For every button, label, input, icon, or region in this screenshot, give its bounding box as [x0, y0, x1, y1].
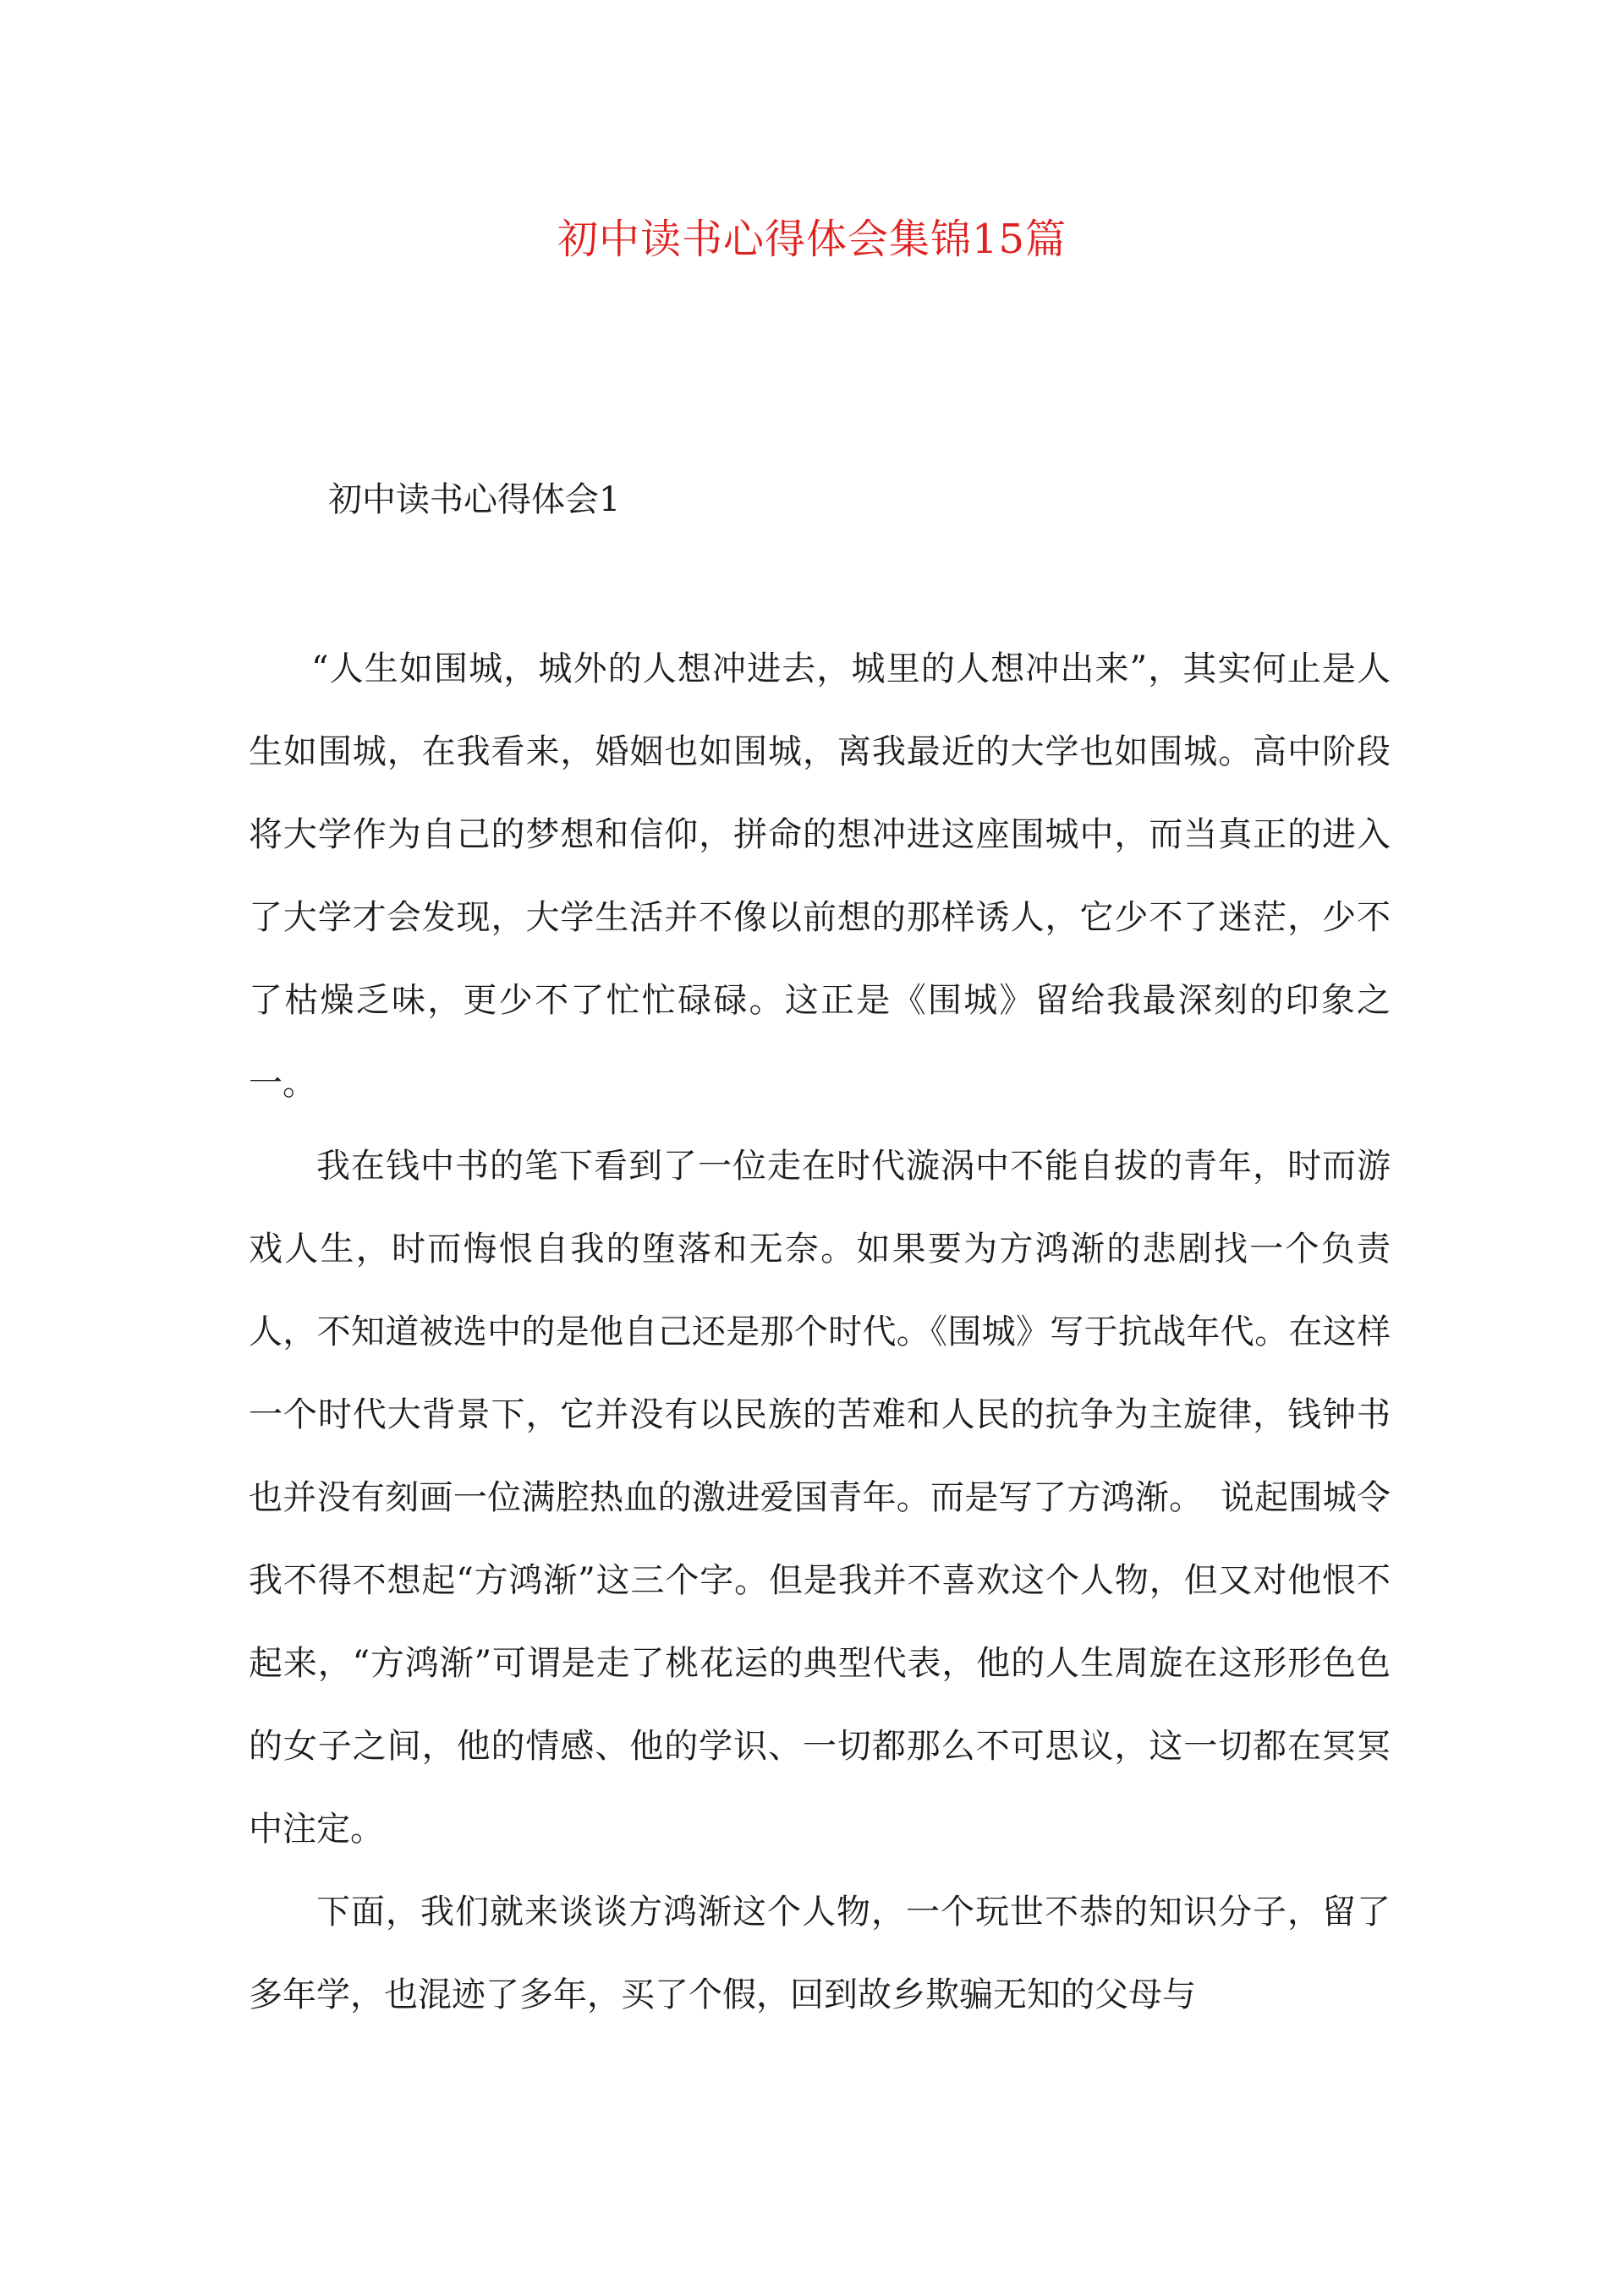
document-title: 初中读书心得体会集锦15篇 [557, 216, 1067, 263]
body-text [249, 627, 1391, 2036]
paragraph-1: “人生如围城，城外的人想冲进去，城里的人想冲出来”，其实何止是人生如围城，在我看来，婚姻也如围城，离我最近的大学也如围城。高中阶段将大学作为自己的梦想和信仰，拼命的想冲进这座围城中，而当真正的进入了大学才会发现，大学生活并不像以前想的那样诱人，它少不了迷茫，少不了枯燥乏味，更少不了忙忙碌碌。这正是《围城》留给我最深刻的印象之一。 [249, 649, 1391, 1103]
paragraph-3: 下面，我们就来谈谈方鸿渐这个人物，一个玩世不恭的知识分子，留了多年学，也混迹了多年，买了个假，回到故乡欺骗无知的父母与 [249, 1893, 1391, 2014]
section-heading: 初中读书心得体会1 [328, 480, 621, 519]
paragraph-2: 我在钱中书的笔下看到了一位走在时代漩涡中不能自拔的青年，时而游戏人生，时而悔恨自我的堕落和无奈。如果要为方鸿渐的悲剧找一个负责人，不知道被选中的是他自己还是那个时代。《围城》写于抗战年代。在这样一个时代大背景下，它并没有以民族的苦难和人民的抗争为主旋律，钱钟书也并没有刻画一位满腔热血的激进爱国青年。而是写了方鸿渐。 说起围城令我不得不想起“方鸿渐”这三个字。但是我并不喜欢这个人物，但又对他恨不起来，“方鸿渐”可谓是走了桃花运的典型代表，他的人生周旋在这形形色色的女子之间，他的情感、他的学识、一切都那么不可思议，这一切都在冥冥中注定。 [249, 1147, 1391, 1849]
